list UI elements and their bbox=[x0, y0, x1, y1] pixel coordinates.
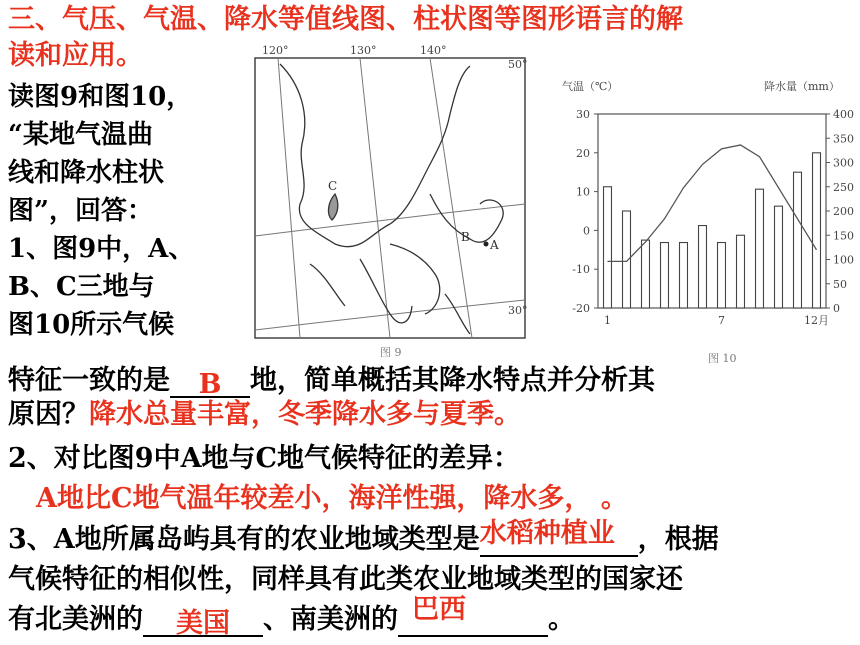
q1-answer-blank[interactable] bbox=[170, 368, 250, 398]
q1-tail bbox=[8, 364, 655, 398]
q3-answer2: 美国 bbox=[176, 608, 230, 639]
q2-question: 2、对比图9中A地与C地气候特征的差异： bbox=[8, 443, 521, 474]
right-tick-label: 350 bbox=[833, 132, 854, 146]
q1-line: 图10所示气候 bbox=[8, 310, 175, 340]
q3-post: ，根据 bbox=[637, 524, 719, 555]
precipitation-bar bbox=[661, 243, 669, 308]
precipitation-bar bbox=[813, 153, 821, 308]
q3-answer1-blank[interactable] bbox=[479, 518, 638, 557]
right-tick-label: 200 bbox=[833, 205, 854, 218]
precipitation-bar bbox=[623, 211, 631, 308]
right-tick-label: 50 bbox=[833, 277, 847, 291]
q3-line3-pre: 有北美洲的 bbox=[8, 604, 143, 635]
x-tick-label: 1 bbox=[604, 314, 611, 327]
q3-line-1 bbox=[8, 518, 719, 557]
right-axis-label: 降水量（mm） bbox=[764, 80, 840, 93]
right-tick-label: 400 bbox=[833, 108, 854, 121]
precipitation-bar bbox=[756, 189, 764, 308]
q1-reason-line bbox=[8, 398, 521, 432]
q1-tail-pre: 特征一致的是 bbox=[8, 365, 170, 396]
q1-line: 1、图9中，A、 bbox=[8, 234, 195, 264]
right-tick-label: 250 bbox=[833, 180, 854, 194]
intro-text bbox=[8, 78, 194, 344]
figure-9-caption: 图 9 bbox=[380, 346, 402, 359]
left-tick-label: 0 bbox=[583, 224, 590, 238]
heading-line-2: 读和应用。 bbox=[8, 40, 143, 71]
q3-answer2-blank[interactable] bbox=[143, 607, 263, 637]
right-tick-label: 100 bbox=[833, 253, 854, 267]
lon-label: 130° bbox=[350, 44, 377, 57]
lon-label: 140° bbox=[420, 44, 447, 57]
intro-line: “某地气温曲 bbox=[8, 120, 153, 150]
x-tick-label: 7 bbox=[718, 314, 725, 327]
precipitation-bar bbox=[680, 243, 688, 308]
q3-pre: 3、A地所属岛屿具有的农业地域类型是 bbox=[8, 524, 480, 555]
left-tick-label: 10 bbox=[576, 185, 590, 199]
figure-9-map bbox=[240, 44, 540, 364]
q3-answer3: 巴西 bbox=[412, 594, 466, 625]
precipitation-bar bbox=[604, 187, 612, 308]
point-c-label: C bbox=[328, 179, 338, 193]
q3-answer1: 水稻种植业 bbox=[479, 518, 615, 549]
q3-line3-mid: 、南美洲的 bbox=[263, 604, 398, 635]
q3-line-3 bbox=[8, 594, 575, 639]
lon-label: 120° bbox=[262, 44, 289, 57]
right-tick-label: 150 bbox=[833, 229, 854, 243]
precipitation-bar bbox=[718, 243, 726, 308]
point-b-label: B bbox=[461, 230, 470, 244]
intro-line: 图”，回答： bbox=[8, 196, 153, 226]
q1-reason-answer: 降水总量丰富，冬季降水多与夏季。 bbox=[89, 399, 521, 430]
q3-line-2: 气候特征的相似性，同样具有此类农业地域类型的国家还 bbox=[8, 564, 683, 595]
lat-label: 30° bbox=[508, 304, 528, 317]
q1-reason-label: 原因？ bbox=[8, 399, 89, 430]
left-tick-label: -10 bbox=[572, 263, 590, 277]
q2-answer: A地比C地气温年较差小，海洋性强，降水多， 。 bbox=[36, 483, 628, 514]
q1-answer: B bbox=[198, 369, 222, 400]
point-a-marker bbox=[484, 242, 489, 247]
point-a-label: A bbox=[490, 238, 499, 252]
precipitation-bar bbox=[699, 226, 707, 308]
q3-line3-end: 。 bbox=[548, 604, 575, 635]
left-tick-label: 20 bbox=[576, 146, 590, 160]
right-tick-label: 300 bbox=[833, 156, 854, 170]
x-tick-label: 12月 bbox=[804, 314, 829, 327]
precipitation-bar bbox=[794, 172, 802, 308]
left-axis-label: 气温（℃） bbox=[562, 80, 619, 93]
heading-line-1: 三、气压、气温、降水等值线图、柱状图等图形语言的解 bbox=[8, 4, 683, 35]
plot-frame bbox=[598, 114, 826, 308]
lat-label: 50° bbox=[508, 58, 528, 71]
precipitation-bar bbox=[642, 240, 650, 308]
left-tick-label: 30 bbox=[576, 108, 590, 121]
temperature-line bbox=[608, 145, 817, 261]
q1-line: B、C三地与 bbox=[8, 272, 155, 302]
left-tick-label: -20 bbox=[572, 302, 590, 315]
figure-10-chart bbox=[558, 74, 858, 366]
right-tick-label: 0 bbox=[833, 302, 840, 315]
precipitation-bar bbox=[737, 235, 745, 308]
intro-line: 读图9和图10， bbox=[8, 82, 193, 112]
q3-answer3-blank[interactable] bbox=[398, 594, 548, 637]
figure-10-caption: 图 10 bbox=[708, 352, 737, 365]
intro-line: 线和降水柱状 bbox=[8, 158, 165, 188]
q1-tail-post: 地，简单概括其降水特点并分析其 bbox=[250, 365, 655, 396]
precipitation-bar bbox=[775, 206, 783, 308]
